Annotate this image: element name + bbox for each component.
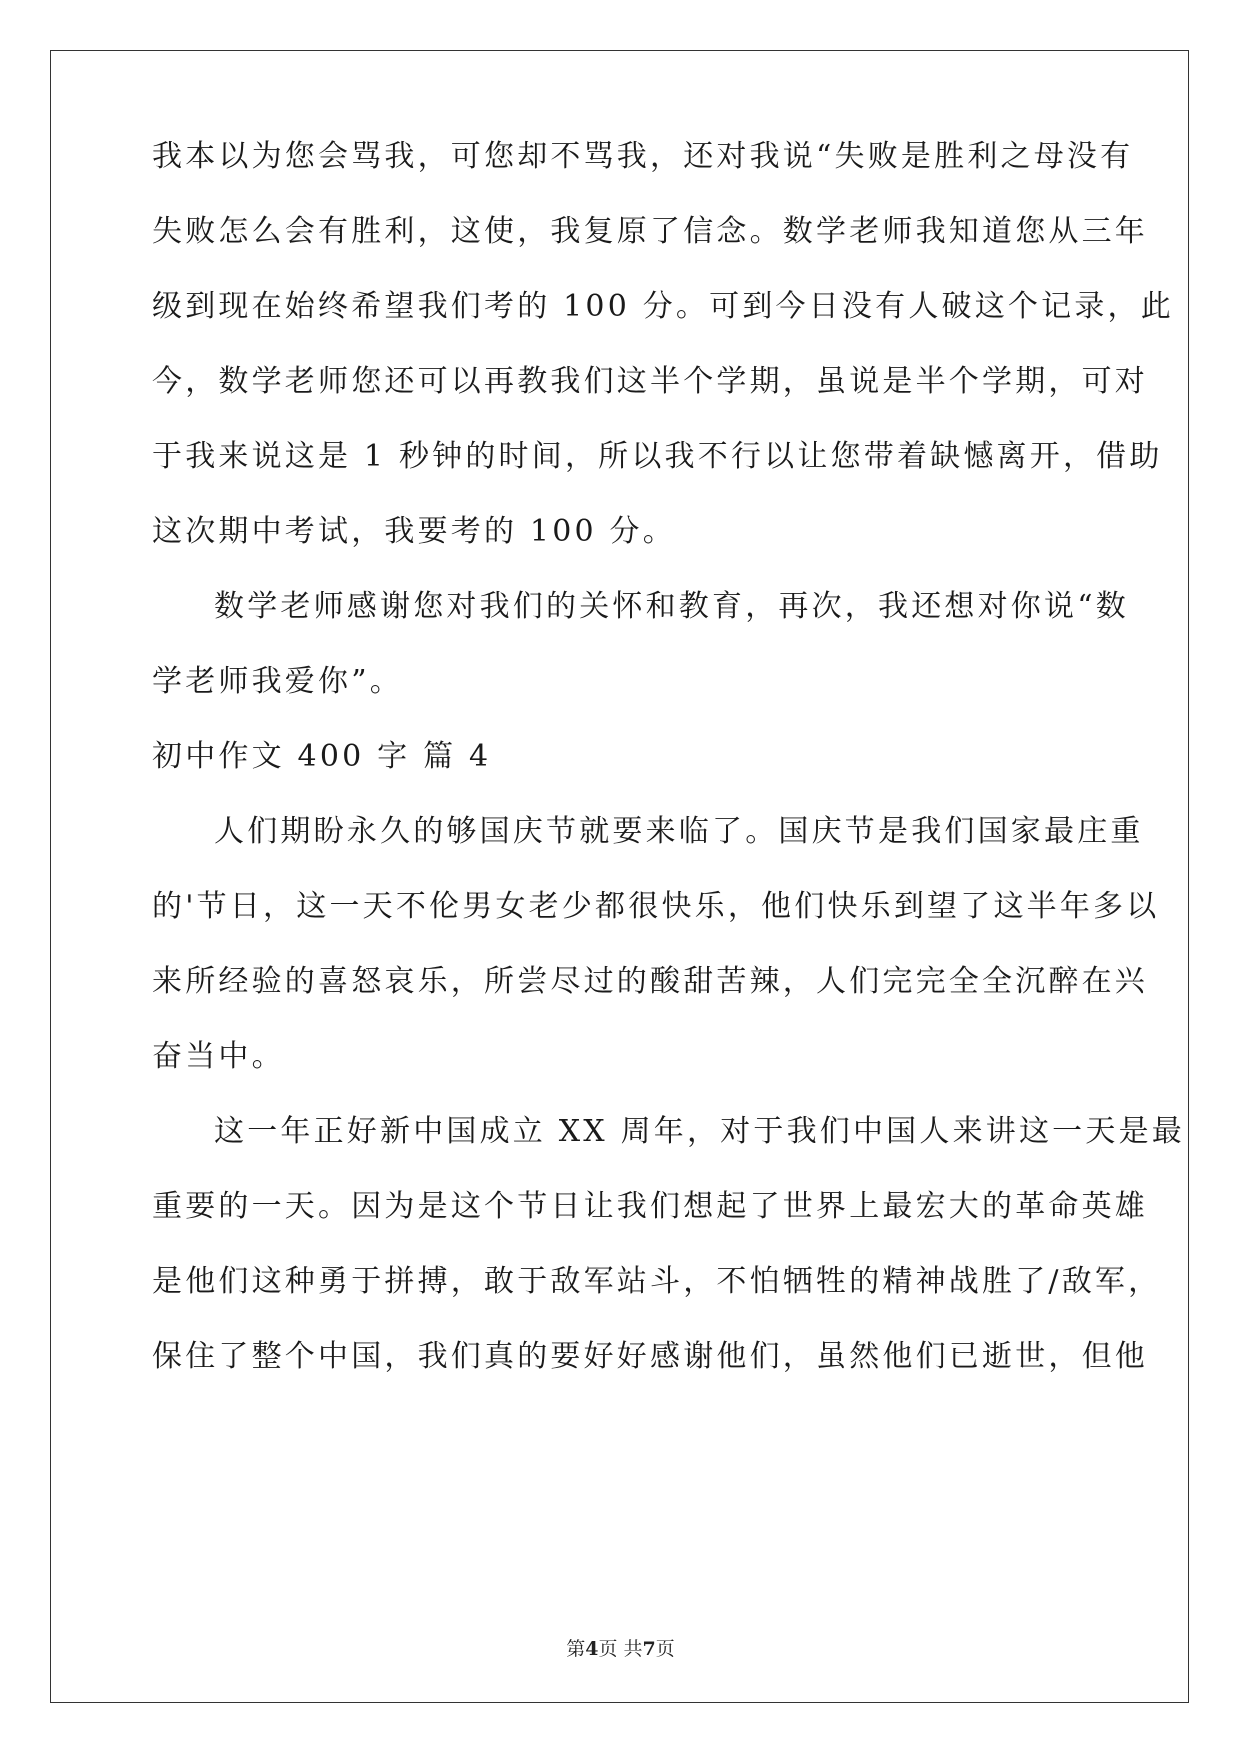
page-mid: 页 共 (598, 1638, 643, 1660)
text-line: 于我来说这是 1 秒钟的时间，所以我不行以让您带着缺憾离开，借助 (152, 439, 1163, 474)
page-current-number: 4 (585, 1638, 599, 1660)
text-line: 来所经验的喜怒哀乐，所尝尽过的酸甜苦辣，人们完完全全沉醉在兴 (152, 964, 1148, 999)
page-suffix: 页 (655, 1638, 675, 1660)
page-prefix: 第 (566, 1638, 586, 1660)
text-line: 级到现在始终希望我们考的 100 分。可到今日没有人破这个记录，此 (152, 289, 1174, 324)
page-total-number: 7 (642, 1638, 656, 1660)
text-line: 这次期中考试，我要考的 100 分。 (152, 514, 676, 549)
text-line: 奋当中。 (152, 1039, 285, 1074)
paragraph-start-line: 这一年正好新中国成立 XX 周年，对于我们中国人来讲这一天是最 (214, 1114, 1185, 1149)
text-line: 失败怎么会有胜利，这使，我复原了信念。数学老师我知道您从三年 (152, 214, 1148, 249)
page-footer (0, 1634, 1241, 1661)
text-line: 是他们这种勇于拼搏，敢于敌军站斗，不怕牺牲的精神战胜了/敌军， (152, 1264, 1162, 1299)
text-line: 今，数学老师您还可以再教我们这半个学期，虽说是半个学期，可对 (152, 364, 1148, 399)
text-line: 我本以为您会骂我，可您却不骂我，还对我说“失败是胜利之母没有 (152, 139, 1134, 174)
section-heading: 初中作文 400 字 篇 4 (152, 739, 492, 774)
text-line: 保住了整个中国，我们真的要好好感谢他们，虽然他们已逝世，但他 (152, 1339, 1148, 1374)
paragraph-start-line: 人们期盼永久的够国庆节就要来临了。国庆节是我们国家最庄重 (214, 814, 1144, 849)
text-line: 的'节日，这一天不伦男女老少都很快乐，他们快乐到望了这半年多以 (152, 889, 1160, 924)
paragraph-start-line: 数学老师感谢您对我们的关怀和教育，再次，我还想对你说“数 (214, 589, 1129, 624)
text-line: 重要的一天。因为是这个节日让我们想起了世界上最宏大的革命英雄 (152, 1189, 1148, 1224)
text-line: 学老师我爱你”。 (152, 664, 403, 699)
